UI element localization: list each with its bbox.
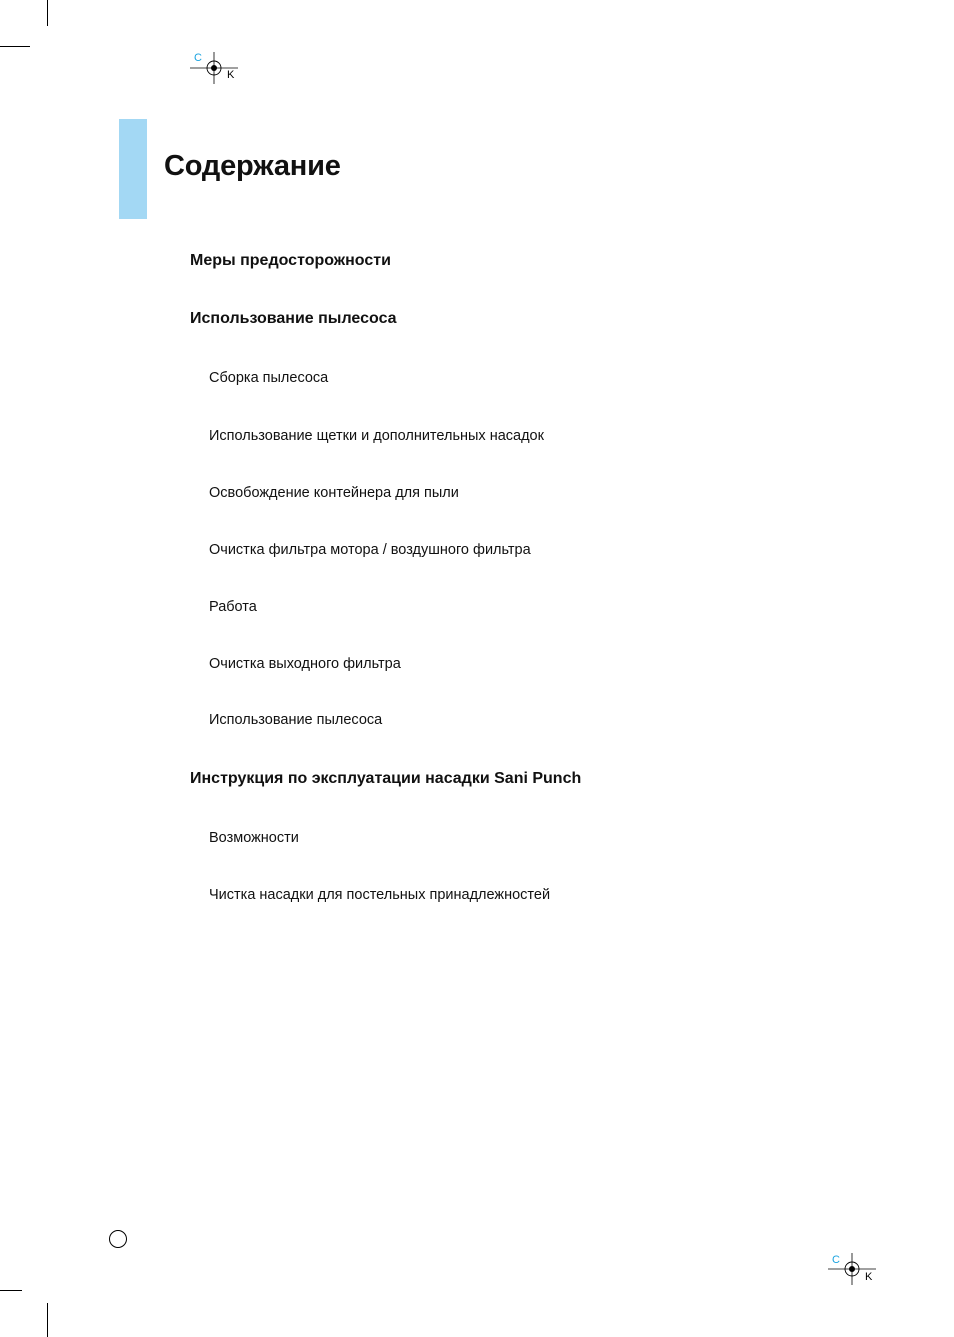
registration-mark-top — [188, 50, 248, 90]
registration-c-label: C — [194, 52, 202, 64]
crop-mark-top-horizontal — [0, 46, 30, 47]
toc-item-safety[interactable]: Меры предосторожности — [190, 252, 391, 269]
page-title: Содержание — [164, 150, 341, 182]
toc-item-assembly[interactable]: Сборка пылесоса — [209, 370, 329, 386]
title-accent-bar — [119, 119, 147, 219]
page-number-circle — [109, 1230, 127, 1248]
registration-c-label: C — [832, 1254, 840, 1266]
crop-mark-bottom-vertical — [47, 1303, 48, 1337]
toc-item-motor-filter[interactable]: Очистка фильтра мотора / воздушного фильтра — [209, 542, 531, 558]
registration-mark-bottom — [826, 1251, 886, 1291]
toc-item-brush-attachments[interactable]: Использование щетки и дополнительных насадок — [209, 428, 544, 444]
crop-mark-top-vertical — [47, 0, 48, 26]
toc-item-using-vacuum[interactable]: Использование пылесоса — [209, 712, 383, 728]
registration-k-label: K — [227, 69, 235, 81]
toc-item-exhaust-filter[interactable]: Очистка выходного фильтра — [209, 656, 401, 672]
toc-item-operation[interactable]: Работа — [209, 599, 257, 615]
toc-item-sani-punch[interactable]: Инструкция по эксплуатации насадки Sani Punch — [190, 770, 582, 787]
toc-item-usage[interactable]: Использование пылесоса — [190, 310, 397, 327]
toc-item-bedding-nozzle-cleaning[interactable]: Чистка насадки для постельных принадлежностей — [209, 887, 551, 903]
toc-item-empty-dust-container[interactable]: Освобождение контейнера для пыли — [209, 485, 459, 501]
toc-item-features[interactable]: Возможности — [209, 830, 299, 846]
registration-k-label: K — [865, 1271, 873, 1283]
crop-mark-bottom-horizontal — [0, 1290, 22, 1291]
